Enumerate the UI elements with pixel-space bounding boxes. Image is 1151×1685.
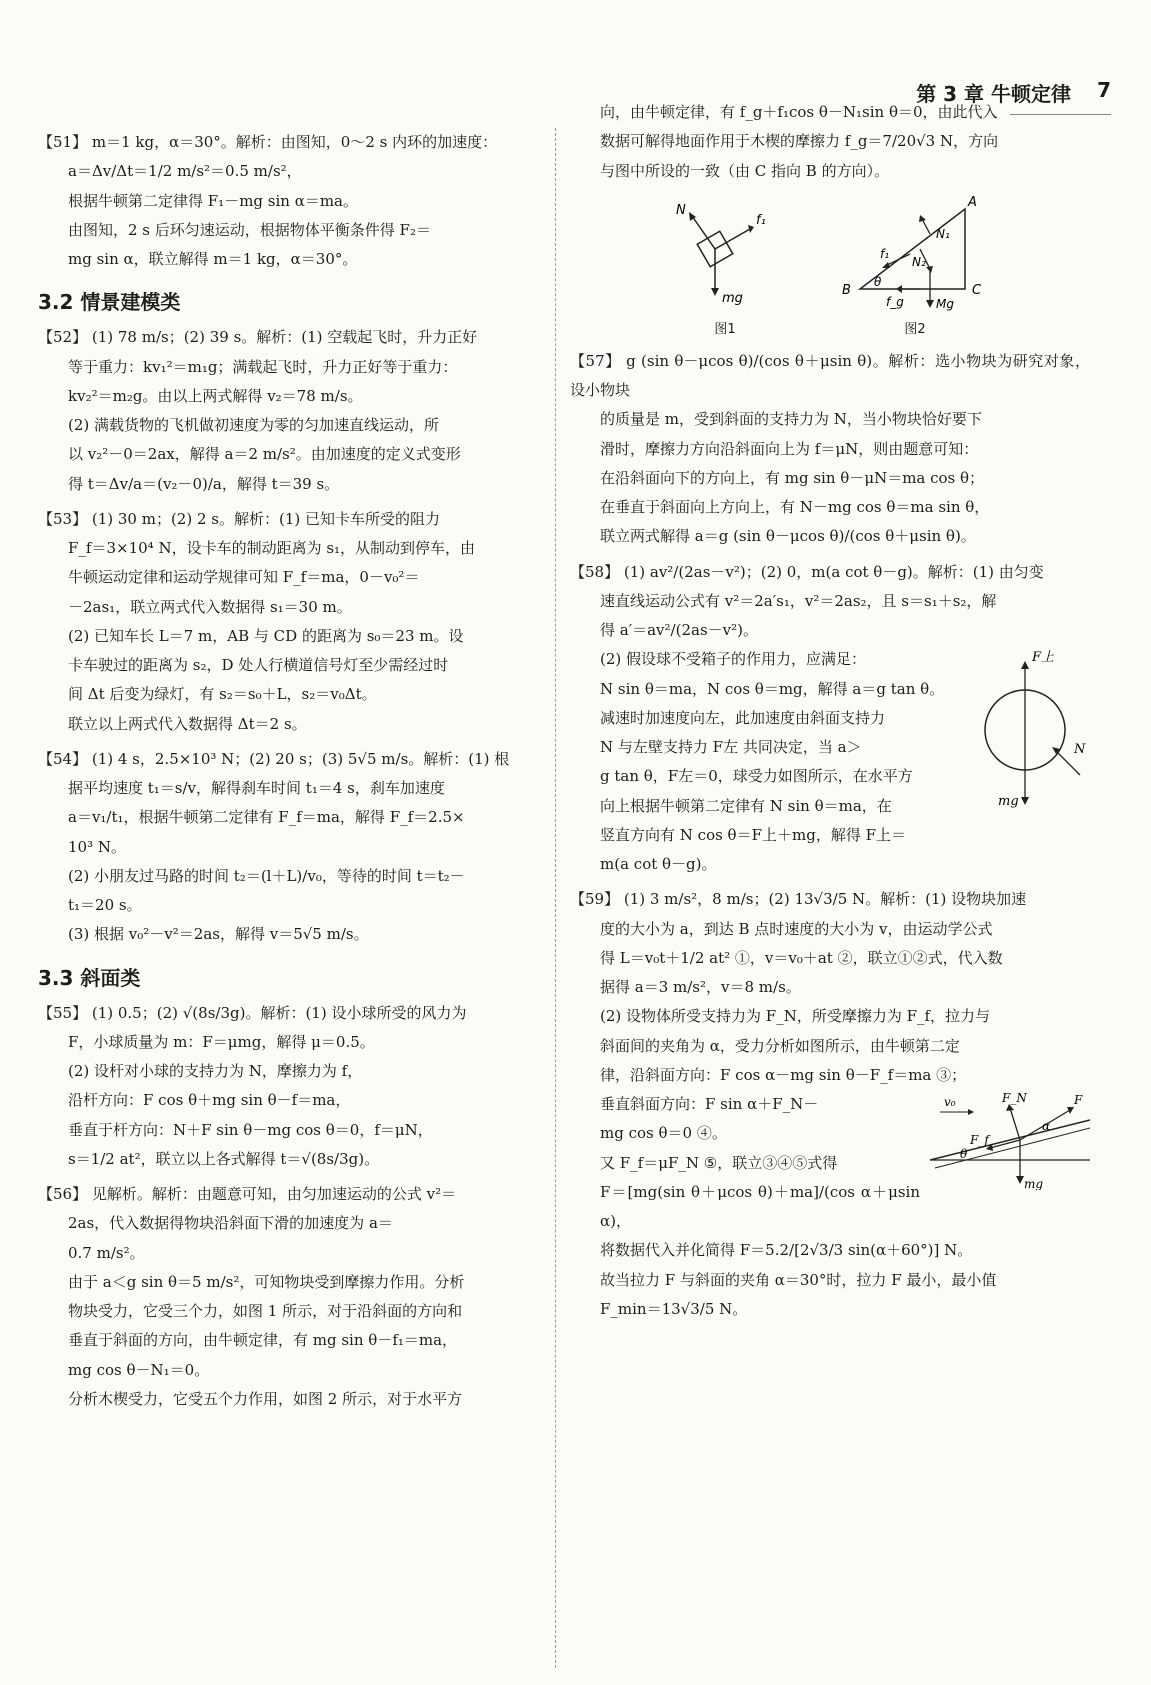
answer-line: 根据牛顿第二定律得 F₁－mg sin α＝ma。 bbox=[68, 191, 359, 210]
answer-line: F_f＝3×10⁴ N，设卡车的制动距离为 s₁，从制动到停车，由 bbox=[68, 539, 476, 557]
answer-line: 在沿斜面向下的方向上，有 mg sin θ－μN＝ma cos θ； bbox=[600, 468, 985, 487]
right-column bbox=[570, 98, 1090, 1330]
answer-line: 向上根据牛顿第二定律有 N sin θ＝ma，在 bbox=[600, 796, 892, 815]
answer-line: 【53】 (1) 30 m；(2) 2 s。解析：(1) 已知卡车所受的阻力 bbox=[38, 509, 440, 528]
answer-line: 【52】 (1) 78 m/s；(2) 39 s。解析：(1) 空载起飞时，升力正好 bbox=[38, 328, 478, 347]
vertex-A: A bbox=[968, 194, 977, 210]
answer-55 bbox=[38, 999, 543, 1175]
answer-line: s＝1/2 at²，联立以上各式解得 t＝√(8s/3g)。 bbox=[68, 1149, 380, 1168]
section-heading-3-3: 3.3 斜面类 bbox=[38, 965, 141, 990]
figure-2 bbox=[830, 194, 1000, 337]
answer-line: －2as₁，联立两式代入数据得 s₁＝30 m。 bbox=[68, 597, 352, 616]
label-Mg: Mg bbox=[936, 296, 954, 311]
answer-line: 垂直斜面方向：F sin α＋F_N－ bbox=[600, 1095, 819, 1113]
answer-line: (2) 已知车长 L＝7 m，AB 与 CD 的距离为 s₀＝23 m。设 bbox=[68, 626, 464, 645]
label-mg: mg bbox=[1024, 1177, 1044, 1190]
answer-line: 间 Δt 后变为绿灯，有 s₂＝s₀＋L，s₂＝v₀Δt。 bbox=[68, 685, 377, 704]
answer-58 bbox=[570, 558, 1090, 880]
answer-line: 又 F_f＝μF_N ⑤，联立③④⑤式得 bbox=[600, 1153, 838, 1172]
label-f1: f₁ bbox=[880, 246, 890, 261]
answer-line: F_min＝13√3/5 N。 bbox=[600, 1299, 748, 1318]
label-Ff: F_f bbox=[970, 1133, 989, 1147]
answer-line: 律，沿斜面方向：F cos α－mg sin θ－F_f＝ma ③； bbox=[600, 1065, 967, 1084]
figure-59 bbox=[930, 1090, 1090, 1200]
answer-line: 与图中所设的一致（由 C 指向 B 的方向）。 bbox=[600, 161, 890, 180]
figure-58 bbox=[970, 645, 1090, 825]
answer-line: 得 a′＝av²/(2as－v²)。 bbox=[600, 621, 758, 639]
vertex-B: B bbox=[842, 282, 851, 298]
chapter-title: 第 3 章 牛顿定律 bbox=[916, 82, 1071, 106]
label-N2: N₂ bbox=[912, 254, 926, 269]
answer-line: (2) 设杆对小球的支持力为 N，摩擦力为 f， bbox=[68, 1062, 363, 1080]
answer-line: 在垂直于斜面向上方向上，有 N－mg cos θ＝ma sin θ， bbox=[600, 498, 990, 516]
figure-1-caption: 图1 bbox=[714, 321, 736, 337]
answer-52 bbox=[38, 323, 543, 499]
wedge-force-diagram bbox=[830, 194, 1000, 314]
answer-line: 据得 a＝3 m/s²，v＝8 m/s。 bbox=[600, 978, 801, 996]
label-F: F bbox=[1074, 1093, 1083, 1107]
answer-line: 故当拉力 F 与斜面的夹角 α＝30°时，拉力 F 最小，最小值 bbox=[600, 1270, 997, 1289]
figure-2-caption: 图2 bbox=[904, 321, 926, 337]
answer-line: t₁＝20 s。 bbox=[68, 896, 142, 914]
figure-1 bbox=[660, 194, 790, 337]
answer-line: 沿杆方向：F cos θ＋mg sin θ－f＝ma， bbox=[68, 1091, 351, 1110]
answer-line: 据平均速度 t₁＝s/v，解得刹车时间 t₁＝4 s，刹车加速度 bbox=[68, 779, 445, 797]
answer-line: 向，由牛顿定律，有 f_g＋f₁cos θ－N₁sin θ＝0，由此代入 bbox=[600, 103, 998, 121]
answer-line: 牛顿运动定律和运动学规律可知 F_f＝ma，0－v₀²＝ bbox=[68, 568, 420, 587]
answer-line: g tan θ，F左＝0，球受力如图所示，在水平方 bbox=[600, 767, 913, 786]
answer-line: 垂直于斜面的方向，由牛顿定律，有 mg sin θ－f₁＝ma， bbox=[68, 1331, 458, 1350]
left-column bbox=[38, 128, 543, 1420]
answer-line: m(a cot θ－g)。 bbox=[600, 855, 717, 873]
answer-line: 得 L＝v₀t＋1/2 at² ①，v＝v₀＋at ②，联立①②式，代入数 bbox=[600, 948, 1003, 967]
answer-line: 由图知，2 s 后环匀速运动，根据物体平衡条件得 F₂＝ bbox=[68, 220, 431, 239]
answer-line: 2as，代入数据得物块沿斜面下滑的加速度为 a＝ bbox=[68, 1214, 393, 1233]
answer-line: a＝Δv/Δt＝1/2 m/s²＝0.5 m/s²， bbox=[68, 162, 302, 181]
answer-line: F＝[mg(sin θ＋μcos θ)＋ma]/(cos α＋μsin α)， bbox=[600, 1182, 920, 1230]
answer-line: kv₂²＝m₂g。由以上两式解得 v₂＝78 m/s。 bbox=[68, 386, 363, 405]
page-number: 7 bbox=[1097, 78, 1111, 102]
block-force-diagram bbox=[660, 194, 790, 314]
answer-line: 【51】 m＝1 kg，α＝30°。解析：由图知，0～2 s 内环的加速度： bbox=[38, 133, 498, 151]
answer-line: mg cos θ－N₁＝0。 bbox=[68, 1360, 210, 1379]
label-Ftop: F上 bbox=[1032, 650, 1055, 666]
answer-line: 【59】 (1) 3 m/s²，8 m/s；(2) 13√3/5 N。解析：(1) 设物块加速 bbox=[570, 890, 1027, 909]
label-N: N bbox=[676, 202, 686, 218]
label-fg: f_g bbox=[886, 294, 904, 309]
answer-line: 度的大小为 a，到达 B 点时速度的大小为 v，由运动学公式 bbox=[600, 919, 993, 938]
answer-line: (3) 根据 v₀²－v²＝2as，解得 v＝5√5 m/s。 bbox=[68, 925, 369, 944]
answer-56 bbox=[38, 1180, 543, 1414]
answer-line: 以 v₂²－0＝2ax，解得 a＝2 m/s²。由加速度的定义式变形 bbox=[68, 445, 461, 464]
section-heading-3-2: 3.2 情景建模类 bbox=[38, 290, 181, 315]
answer-line: 由于 a＜g sin θ＝5 m/s²，可知物块受到摩擦力作用。分析 bbox=[68, 1272, 465, 1291]
figures-56 bbox=[570, 194, 1090, 337]
answer-line: 斜面间的夹角为 α，受力分析如图所示，由牛顿第二定 bbox=[600, 1036, 960, 1055]
answer-line: mg cos θ＝0 ④。 bbox=[600, 1124, 727, 1143]
ball-force-diagram bbox=[970, 645, 1090, 815]
answer-line: 【55】 (1) 0.5；(2) √(8s/3g)。解析：(1) 设小球所受的风力为 bbox=[38, 1003, 467, 1022]
answer-line: 【54】 (1) 4 s，2.5×10³ N；(2) 20 s；(3) 5√5 m/s。解析：(1) 根 bbox=[38, 749, 510, 768]
answer-line: 【57】 g (sin θ－μcos θ)/(cos θ＋μsin θ)。解析：选小物块为研究对象，设小物块 bbox=[570, 351, 1090, 399]
answer-line: mg sin α，联立解得 m＝1 kg，α＝30°。 bbox=[68, 250, 358, 268]
answer-line: 卡车驶过的距离为 s₂，D 处人行横道信号灯至少需经过时 bbox=[68, 656, 449, 674]
answer-line: a＝v₁/t₁，根据牛顿第二定律有 F_f＝ma，解得 F_f＝2.5× bbox=[68, 808, 465, 827]
answer-line: F，小球质量为 m：F＝μmg，解得 μ＝0.5。 bbox=[68, 1032, 375, 1051]
answer-57 bbox=[570, 347, 1090, 552]
answer-54 bbox=[38, 745, 543, 950]
label-theta: θ bbox=[960, 1147, 968, 1161]
answer-line: 垂直于杆方向：N＋F sin θ－mg cos θ＝0，f＝μN， bbox=[68, 1120, 433, 1139]
answer-51 bbox=[38, 128, 543, 274]
answer-line: 联立以上两式代入数据得 Δt＝2 s。 bbox=[68, 714, 307, 733]
answer-line: 数据可解得地面作用于木楔的摩擦力 f_g＝7/20√3 N，方向 bbox=[600, 132, 999, 151]
incline-force-diagram bbox=[930, 1090, 1090, 1190]
answer-line: (2) 满载货物的飞机做初速度为零的匀加速直线运动，所 bbox=[68, 416, 440, 434]
label-mg: mg bbox=[998, 794, 1019, 810]
answer-line: 减速时加速度向左，此加速度由斜面支持力 bbox=[600, 708, 886, 727]
answer-line: 【56】 见解析。解析：由题意可知，由匀加速运动的公式 v²＝ bbox=[38, 1185, 457, 1203]
answer-line: 联立两式解得 a＝g (sin θ－μcos θ)/(cos θ＋μsin θ)。 bbox=[600, 527, 976, 546]
answer-line: 等于重力：kv₁²＝m₁g；满载起飞时，升力正好等于重力： bbox=[68, 357, 458, 376]
label-mg: mg bbox=[722, 290, 743, 306]
label-FN: F_N bbox=[1002, 1091, 1027, 1105]
vertex-C: C bbox=[972, 282, 982, 298]
column-divider bbox=[555, 128, 556, 1668]
answer-line: (2) 小朋友过马路的时间 t₂＝(l＋L)/v₀，等待的时间 t＝t₂－ bbox=[68, 866, 465, 885]
answer-line: 0.7 m/s²。 bbox=[68, 1243, 145, 1262]
answer-line: 物块受力，它受三个力，如图 1 所示，对于沿斜面的方向和 bbox=[68, 1302, 463, 1320]
label-N1: N₁ bbox=[936, 226, 950, 241]
answer-line: 分析木楔受力，它受五个力作用，如图 2 所示，对于水平方 bbox=[68, 1389, 463, 1408]
answer-line: 将数据代入并化简得 F＝5.2/[2√3/3 sin(α＋60°)] N。 bbox=[600, 1241, 973, 1260]
answer-56-continued bbox=[570, 98, 1090, 186]
answer-line: N sin θ＝ma，N cos θ＝mg，解得 a＝g tan θ。 bbox=[600, 679, 945, 698]
label-N: N bbox=[1074, 742, 1086, 758]
answer-line: 的质量是 m，受到斜面的支持力为 N，当小物块恰好要下 bbox=[600, 410, 982, 429]
answer-line: (2) 设物体所受支持力为 F_N，所受摩擦力为 F_f，拉力与 bbox=[600, 1007, 991, 1026]
answer-line: N 与左壁支持力 F左 共同决定，当 a＞ bbox=[600, 738, 862, 756]
answer-line: 速直线运动公式有 v²＝2a′s₁，v²＝2as₂，且 s＝s₁＋s₂，解 bbox=[600, 591, 997, 610]
answer-53 bbox=[38, 505, 543, 739]
label-alpha: α bbox=[1042, 1119, 1051, 1133]
answer-line: (2) 假设球不受箱子的作用力，应满足： bbox=[600, 650, 867, 669]
answer-line: 【58】 (1) av²/(2as－v²)；(2) 0，m(a cot θ－g)。解析：(1) 由匀变 bbox=[570, 562, 1044, 581]
answer-line: 10³ N。 bbox=[68, 837, 126, 856]
label-theta: θ bbox=[874, 274, 882, 289]
label-f1: f₁ bbox=[756, 212, 766, 228]
answer-line: 竖直方向有 N cos θ＝F上＋mg，解得 F上＝ bbox=[600, 825, 906, 844]
answer-line: 滑时，摩擦力方向沿斜面向上为 f＝μN，则由题意可知： bbox=[600, 439, 979, 458]
answer-line: 得 t＝Δv/a＝(v₂－0)/a，解得 t＝39 s。 bbox=[68, 474, 340, 493]
answer-59 bbox=[570, 885, 1090, 1324]
label-v0: v₀ bbox=[944, 1095, 956, 1109]
